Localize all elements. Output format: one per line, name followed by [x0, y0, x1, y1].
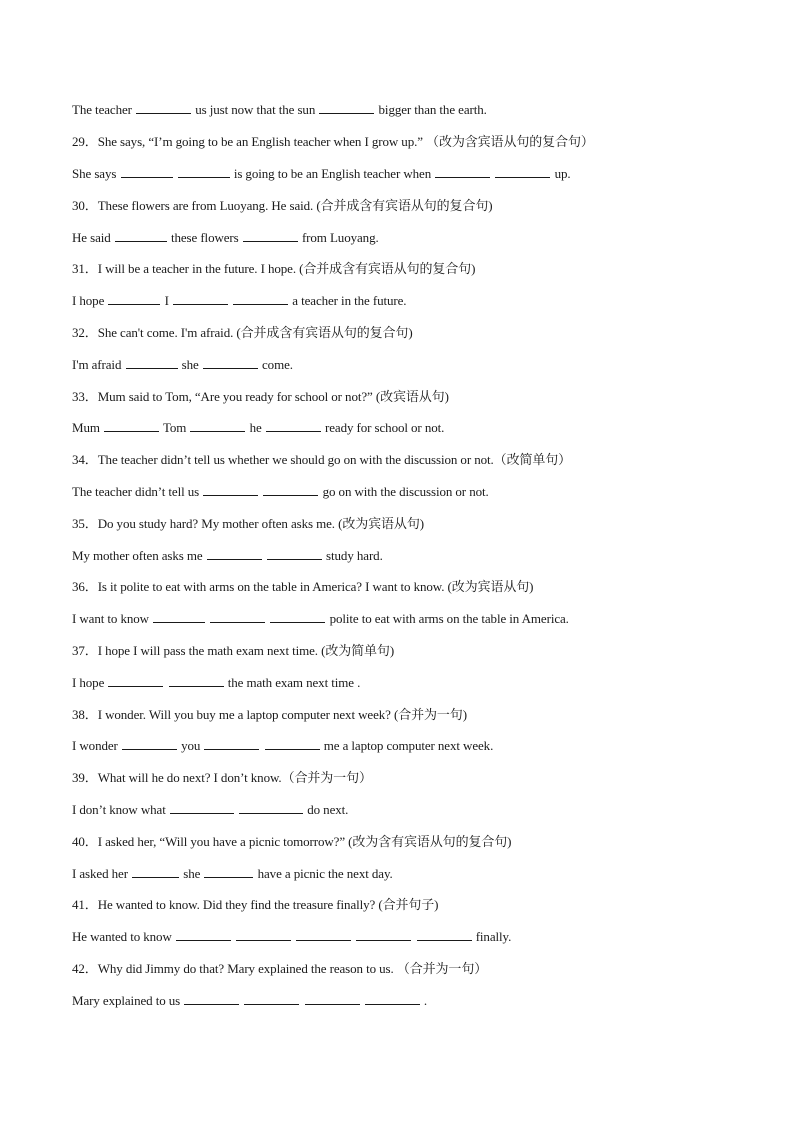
blank[interactable]: [319, 100, 374, 114]
blank[interactable]: [495, 164, 550, 178]
answer-line-31: I hope I a teacher in the future.: [72, 293, 407, 308]
answer-line-32: I'm afraid she come.: [72, 357, 293, 372]
blank[interactable]: [104, 418, 159, 432]
question-36: 36．Is it polite to eat with arms on the table in America? I want to know. (改为宾语从句): [72, 579, 534, 594]
answer-line-36: I want to know polite to eat with arms on the table in America.: [72, 611, 569, 626]
question-37: 37．I hope I will pass the math exam next time. (改为简单句): [72, 643, 395, 658]
blank[interactable]: [244, 991, 299, 1005]
blank[interactable]: [210, 609, 265, 623]
question-29: 29．She says, “I’m going to be an English teacher when I grow up.” （改为含宾语从句的复合句）: [72, 134, 594, 149]
answer-line-33: Mum Tom he ready for school or not.: [72, 420, 445, 435]
blank[interactable]: [178, 164, 230, 178]
blank[interactable]: [270, 609, 325, 623]
blank[interactable]: [365, 991, 420, 1005]
question-40: 40．I asked her, “Will you have a picnic tomorrow?” (改为含有宾语从句的复合句): [72, 834, 512, 849]
blank[interactable]: [233, 291, 288, 305]
answer-line-30: He said these flowers from Luoyang.: [72, 230, 379, 245]
question-31: 31．I will be a teacher in the future. I hope. (合并成含有宾语从句的复合句): [72, 261, 476, 276]
answer-line-41: He wanted to know finally.: [72, 929, 512, 944]
answer-line-38: I wonder you me a laptop computer next week.: [72, 738, 494, 753]
blank[interactable]: [207, 546, 262, 560]
blank[interactable]: [176, 927, 231, 941]
blank[interactable]: [236, 927, 291, 941]
question-34: 34．The teacher didn’t tell us whether we should go on with the discussion or not.（改简单句）: [72, 452, 572, 467]
question-41: 41．He wanted to know. Did they find the treasure finally? (合并句子): [72, 897, 439, 912]
question-35: 35．Do you study hard? My mother often asks me. (改为宾语从句): [72, 516, 424, 531]
blank[interactable]: [204, 864, 253, 878]
blank[interactable]: [115, 228, 167, 242]
question-33: 33．Mum said to Tom, “Are you ready for school or not?” (改宾语从句): [72, 389, 449, 404]
blank[interactable]: [417, 927, 472, 941]
blank[interactable]: [435, 164, 490, 178]
blank[interactable]: [305, 991, 360, 1005]
blank[interactable]: [169, 673, 224, 687]
question-39: 39．What will he do next? I don’t know.（合并为一句）: [72, 770, 372, 785]
blank[interactable]: [184, 991, 239, 1005]
blank[interactable]: [108, 291, 160, 305]
question-30: 30．These flowers are from Luoyang. He said. (合并成含有宾语从句的复合句): [72, 198, 493, 213]
blank[interactable]: [170, 800, 234, 814]
answer-line-28: The teacher us just now that the sun bigger than the earth.: [72, 102, 487, 117]
answer-line-34: The teacher didn’t tell us go on with the discussion or not.: [72, 484, 489, 499]
question-42: 42．Why did Jimmy do that? Mary explained the reason to us. （合并为一句）: [72, 961, 488, 976]
blank[interactable]: [266, 418, 321, 432]
blank[interactable]: [136, 100, 191, 114]
blank[interactable]: [108, 673, 163, 687]
blank[interactable]: [173, 291, 228, 305]
blank[interactable]: [267, 546, 322, 560]
answer-line-42: Mary explained to us .: [72, 993, 428, 1008]
answer-line-39: I don’t know what do next.: [72, 802, 349, 817]
blank[interactable]: [265, 736, 320, 750]
question-32: 32．She can't come. I'm afraid. (合并成含有宾语从句的复合句): [72, 325, 413, 340]
blank[interactable]: [239, 800, 303, 814]
blank[interactable]: [263, 482, 318, 496]
answer-line-40: I asked her she have a picnic the next day.: [72, 866, 393, 881]
blank[interactable]: [204, 736, 259, 750]
answer-line-37: I hope the math exam next time .: [72, 675, 361, 690]
answer-line-29: She says is going to be an English teacher when up.: [72, 166, 571, 181]
blank[interactable]: [132, 864, 179, 878]
answer-line-35: My mother often asks me study hard.: [72, 548, 383, 563]
blank[interactable]: [203, 482, 258, 496]
blank[interactable]: [190, 418, 245, 432]
blank[interactable]: [243, 228, 298, 242]
question-38: 38．I wonder. Will you buy me a laptop computer next week? (合并为一句): [72, 707, 467, 722]
blank[interactable]: [126, 355, 178, 369]
blank[interactable]: [356, 927, 411, 941]
blank[interactable]: [296, 927, 351, 941]
blank[interactable]: [122, 736, 177, 750]
blank[interactable]: [203, 355, 258, 369]
blank[interactable]: [153, 609, 205, 623]
blank[interactable]: [121, 164, 173, 178]
